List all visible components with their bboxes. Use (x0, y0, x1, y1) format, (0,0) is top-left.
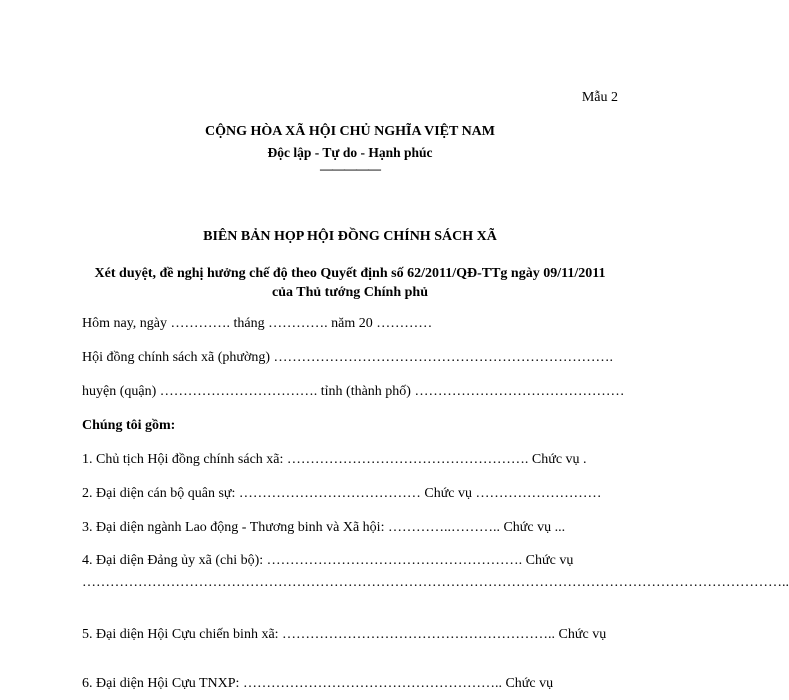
district-line: huyện (quận) ……………………………. tỉnh (thành phố) ……………………………………… (82, 384, 625, 399)
member-item-3: 3. Đại diện ngành Lao động - Thương binh và Xã hội: …………..……….. Chức vụ ... (82, 520, 566, 535)
nation-heading: CỘNG HÒA XÃ HỘI CHỦ NGHĨA VIỆT NAM (204, 124, 495, 139)
date-line: Hôm nay, ngày …………. tháng …………. năm 20 ………… (82, 316, 433, 331)
member-item-1: 1. Chủ tịch Hội đồng chính sách xã: ……………………………………………. Chức vụ . (82, 452, 587, 467)
form-code: Mẫu 2 (581, 90, 618, 105)
member-item-4: 4. Đại diện Đảng ủy xã (chi bộ): ………………………………………………. Chức vụ …………………………………………………………………………………………………………………………………….. (82, 553, 789, 590)
heading-rule: ————— (320, 161, 380, 176)
member-item-5: 5. Đại diện Hội Cựu chiến binh xã: ………………………………………………….. Chức vụ (82, 627, 607, 642)
document-subtitle: Xét duyệt, đề nghị hưởng chế độ theo Quyết định số 62/2011/QĐ-TTg ngày 09/11/2011 của Thủ tướng Chính phủ (94, 266, 606, 300)
member-item-2: 2. Đại diện cán bộ quân sự: ………………………………… Chức vụ ……………………… (82, 486, 602, 501)
document-title: BIÊN BẢN HỌP HỘI ĐỒNG CHÍNH SÁCH XÃ (203, 229, 497, 244)
members-heading: Chúng tôi gồm: (82, 418, 176, 433)
council-line: Hội đồng chính sách xã (phường) ………………………………………………………………. (82, 350, 614, 365)
member-item-6: 6. Đại diện Hội Cựu TNXP: ……………………………………………….. Chức vụ (82, 676, 554, 691)
motto-heading: Độc lập - Tự do - Hạnh phúc (267, 145, 433, 160)
